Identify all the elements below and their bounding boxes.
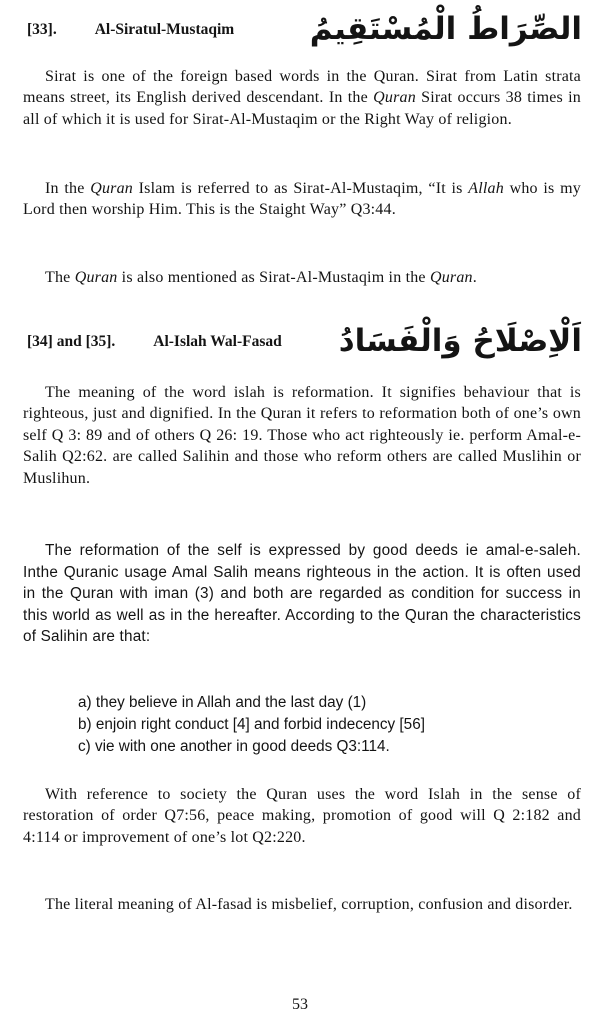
list-item: a) they believe in Allah and the last day (1)	[78, 694, 367, 711]
section-33-arabic-title: الصِّرَاطُ الْمُسْتَقِيمُ	[309, 11, 582, 47]
section-33-title: Al-Siratul-Mustaqim	[94, 20, 235, 38]
section-33-paragraph-2: In the Quran Islam is referred to as Sirat-Al-Mustaqim, “It is Allah who is my Lord then worship Him. This is the Staight Way” Q3:44.	[23, 180, 581, 219]
section-34-number: [34] and [35].	[27, 332, 116, 350]
section-34-paragraph-4: The literal meaning of Al-fasad is misbelief, corruption, confusion and disorder.	[45, 896, 573, 913]
section-33-paragraph-3: The Quran is also mentioned as Sirat-Al-Mustaqim in the Quran.	[45, 269, 477, 286]
section-34-arabic-title: اَلْاِصْلَاحُ وَالْفَسَادُ	[338, 323, 582, 359]
section-34-title: Al-Islah Wal-Fasad	[153, 332, 282, 350]
section-33-heading	[27, 11, 582, 47]
salihin-characteristics-list	[78, 692, 580, 757]
section-34-paragraph-1: The meaning of the word islah is reformation. It signifies behaviour that is righteous, just and dignified. In the Quran it refers to reformation both of one’s own self Q 3: 89 and of others Q 26: 19. Those who act righteously ie. perform Amal-e-Salih Q2:62. are called Salihin and those who reform others are called Muslihin or Muslihun.	[23, 384, 581, 487]
section-33-paragraph-1: Sirat is one of the foreign based words in the Quran. Sirat from Latin strata means street, its English derived descendant. In the Quran Sirat occurs 38 times in all of which it is used for Sirat-Al-Mustaqim or the Right Way of religion.	[23, 68, 582, 128]
list-item: c) vie with one another in good deeds Q3:114.	[78, 737, 390, 755]
section-34-paragraph-3: With reference to society the Quran uses the word Islah in the sense of restoration of order Q7:56, peace making, promotion of good will Q 2:182 and 4:114 or improvement of one’s lot Q2:220.	[23, 786, 581, 846]
section-33-number: [33].	[27, 20, 57, 38]
page-number: 53	[292, 996, 308, 1013]
section-34-paragraph-2: The reformation of the self is expressed by good deeds ie amal-e-saleh. Inthe Quranic usage Amal Salih means righteous in the action. It is often used in the Quran with iman (3) and both are regarded as condition for success in this world as well as in the hereafter. According to the Quran the characteristics of Salihin are that:	[23, 542, 581, 646]
list-item: b) enjoin right conduct [4] and forbid indecency [56]	[78, 715, 425, 733]
section-34-heading	[27, 323, 582, 359]
